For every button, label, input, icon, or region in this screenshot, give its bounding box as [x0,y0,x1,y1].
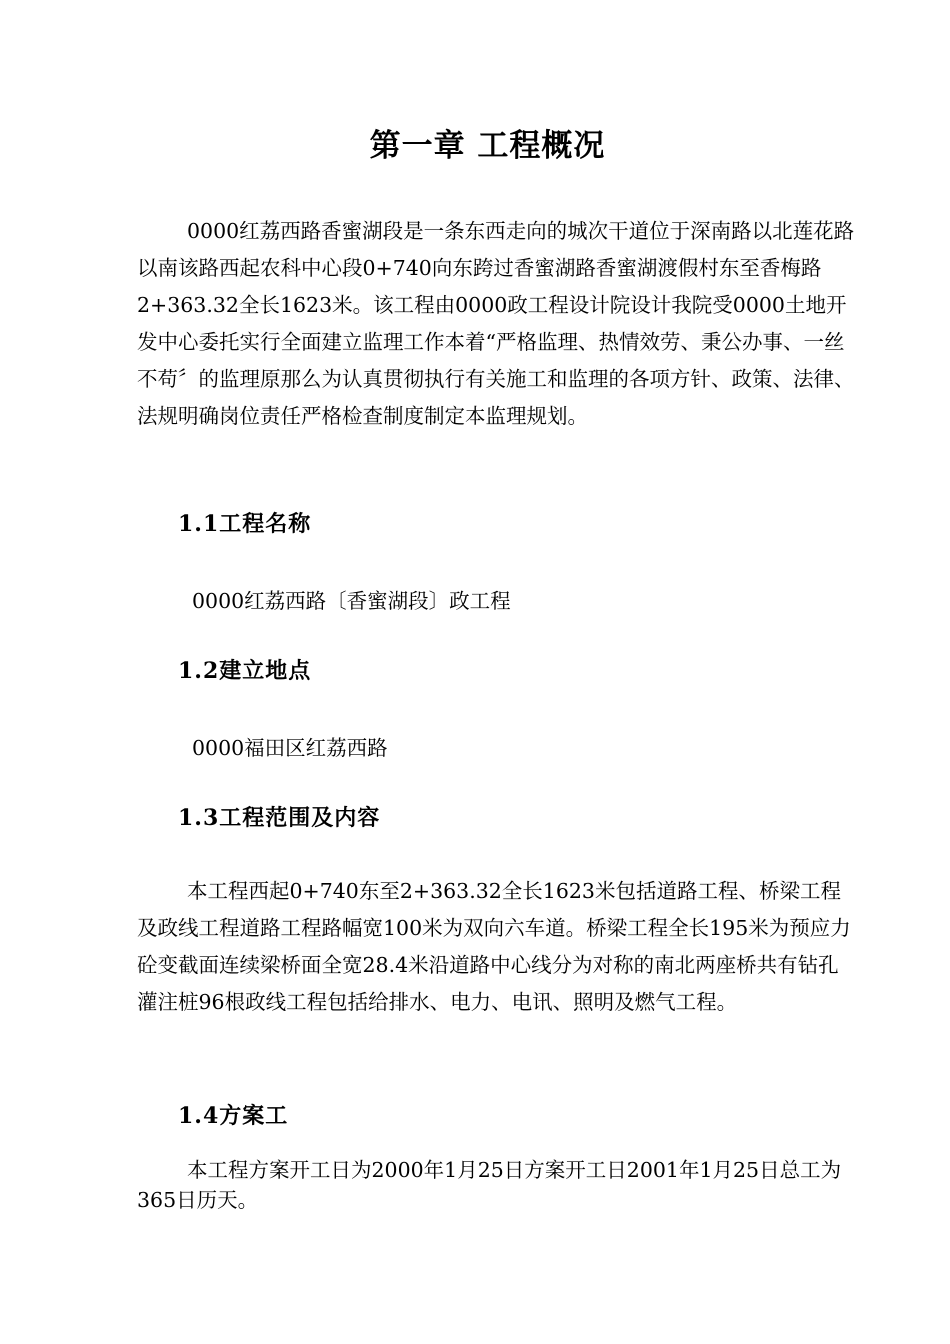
schedule-paragraph: 本工程方案开工日为2000年1月25日方案开工日2001年1月25日总工为365日历天。 [137,1158,842,1212]
location-text: 0000福田区红荔西路 [192,736,388,760]
section-heading-project-name: 1.1工程名称 [178,511,312,537]
scope-paragraph: 本工程西起0+740东至2+363.32全长1623米包括道路工程、桥梁工程及政线工程道路工程路幅宽100米为双向六车道。桥梁工程全长195米为预应力砼变截面连续梁桥面全宽28.4米沿道路中心线分为对称的南北两座桥共有钻孔灌注桩96根政线工程包括给排水、电力、电讯、照明及燃气工程。 [137,879,851,1014]
section-heading-location: 1.2建立地点 [178,658,312,684]
project-name-text: 0000红荔西路〔香蜜湖段〕政工程 [192,589,511,613]
section-heading-scope: 1.3工程范围及内容 [178,805,381,831]
section-heading-schedule: 1.4方案工 [178,1103,289,1129]
intro-paragraph: 0000红荔西路香蜜湖段是一条东西走向的城次干道位于深南路以北莲花路以南该路西起农科中心段0+740向东跨过香蜜湖路香蜜湖渡假村东至香梅路2+363.32全长1623米。该工程由0000政工程设计院设计我院受0000土地开发中心委托实行全面建立监理工作本着“严格监理、热情效劳、秉公办事、一丝不苟〞的监理原那么为认真贯彻执行有关施工和监理的各项方针、政策、法律、法规明确岗位责任严格检查制度制定本监理规划。 [137,219,855,428]
chapter-title: 第一章 工程概况 [369,128,606,164]
